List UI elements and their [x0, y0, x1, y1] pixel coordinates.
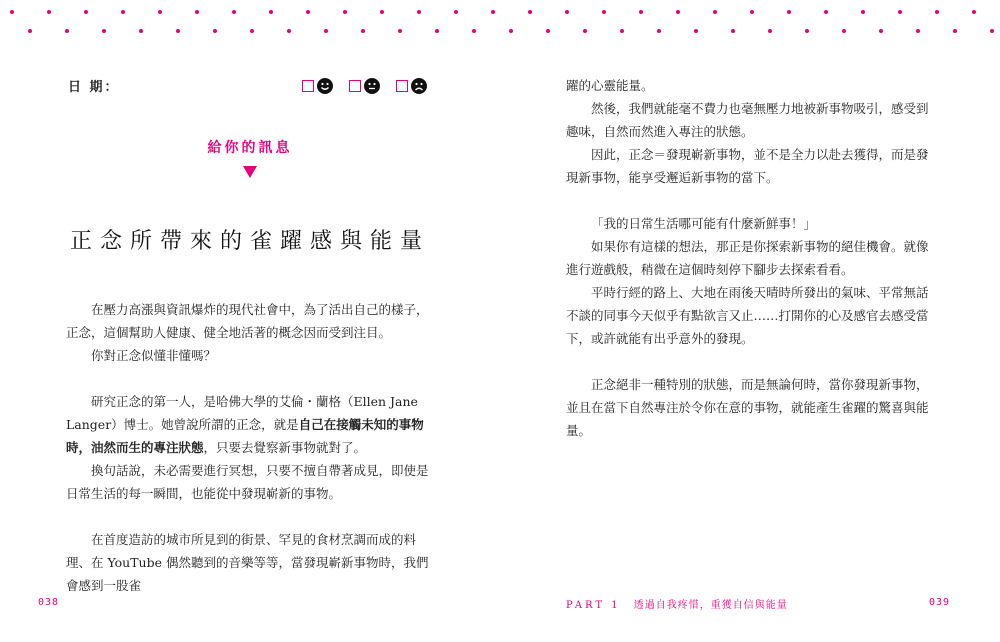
part-title: 透過自我疼惜，重獲自信與能量: [633, 600, 788, 611]
message-heading: 給你的訊息: [207, 140, 293, 156]
checkbox[interactable]: [302, 80, 314, 92]
left-body-text: [66, 298, 434, 597]
paragraph: 你對正念似懂非懂嗎？: [91, 348, 217, 363]
paragraph: 研究正念的第一人，是哈佛大學的艾倫・蘭格（Ellen Jane Langer）博士。她曾說所謂的正念，就是自己在接觸未知的事物時，油然而生的專注狀態，只要去覺察新事物就對了。: [66, 394, 424, 455]
quote: 「我的日常生活哪可能有什麼新鮮事！」: [591, 216, 817, 231]
paragraph: 因此，正念＝發現嶄新事物，並不是全力以赴去獲得，而是發現新事物，能享受邂逅新事物的當下。: [566, 147, 929, 185]
part-label: PART 1: [566, 600, 621, 611]
mood-option-neutral[interactable]: [349, 78, 380, 94]
paragraph: 在壓力高漲與資訊爆炸的現代社會中，為了活出自己的樣子，正念，這個幫助人健康、健全地活著的概念因而受到注目。: [66, 302, 429, 340]
page-number: 038: [38, 597, 60, 608]
paragraph: 換句話說，未必需要進行冥想，只要不擅自帶著成見，即使是日常生活的每一瞬間，也能從中發現嶄新的事物。: [66, 463, 429, 501]
right-body-text: [566, 74, 938, 442]
neutral-face-icon: [364, 78, 380, 94]
date-label: 日 期：: [68, 80, 120, 95]
paragraph: 躍的心靈能量。: [566, 78, 654, 93]
paragraph: 然後，我們就能毫不費力也毫無壓力地被新事物吸引，感受到趣味，自然而然進入專注的狀態。: [566, 101, 929, 139]
mood-option-sad[interactable]: [396, 78, 427, 94]
smile-face-icon: [317, 78, 333, 94]
paragraph: 平時行經的路上、大地在雨後天晴時所發出的氣味、平常無話不談的同事今天似乎有點欲言又止……打開你的心及感官去感受當下，或許就能有出乎意外的發現。: [566, 285, 929, 346]
chapter-title: 正念所帶來的雀躍感與能量: [69, 229, 430, 254]
checkbox[interactable]: [349, 80, 361, 92]
down-triangle-icon: [243, 165, 257, 179]
page-number: 039: [928, 597, 950, 608]
paragraph: 正念絕非一種特別的狀態，而是無論何時，當你發現新事物，並且在當下自然專注於令你在意的事物，就能產生雀躍的驚喜與能量。: [566, 377, 929, 438]
mood-option-happy[interactable]: [302, 78, 333, 94]
emphasis-text: 自己在接觸未知的事物時，油然而生的專注狀態: [66, 417, 424, 455]
paragraph: 如果你有這樣的想法，那正是你探索新事物的絕佳機會。就像進行遊戲般，稍微在這個時刻停下腳步去探索看看。: [566, 239, 929, 277]
paragraph: 在首度造訪的城市所見到的街景、罕見的食材烹調而成的料理、在 YouTube 偶然聽到的音樂等等，當發現嶄新事物時，我們會感到一股雀: [66, 532, 429, 593]
sad-face-icon: [411, 78, 427, 94]
right-page: [500, 0, 1000, 642]
running-head: [566, 596, 788, 611]
checkbox[interactable]: [396, 80, 408, 92]
